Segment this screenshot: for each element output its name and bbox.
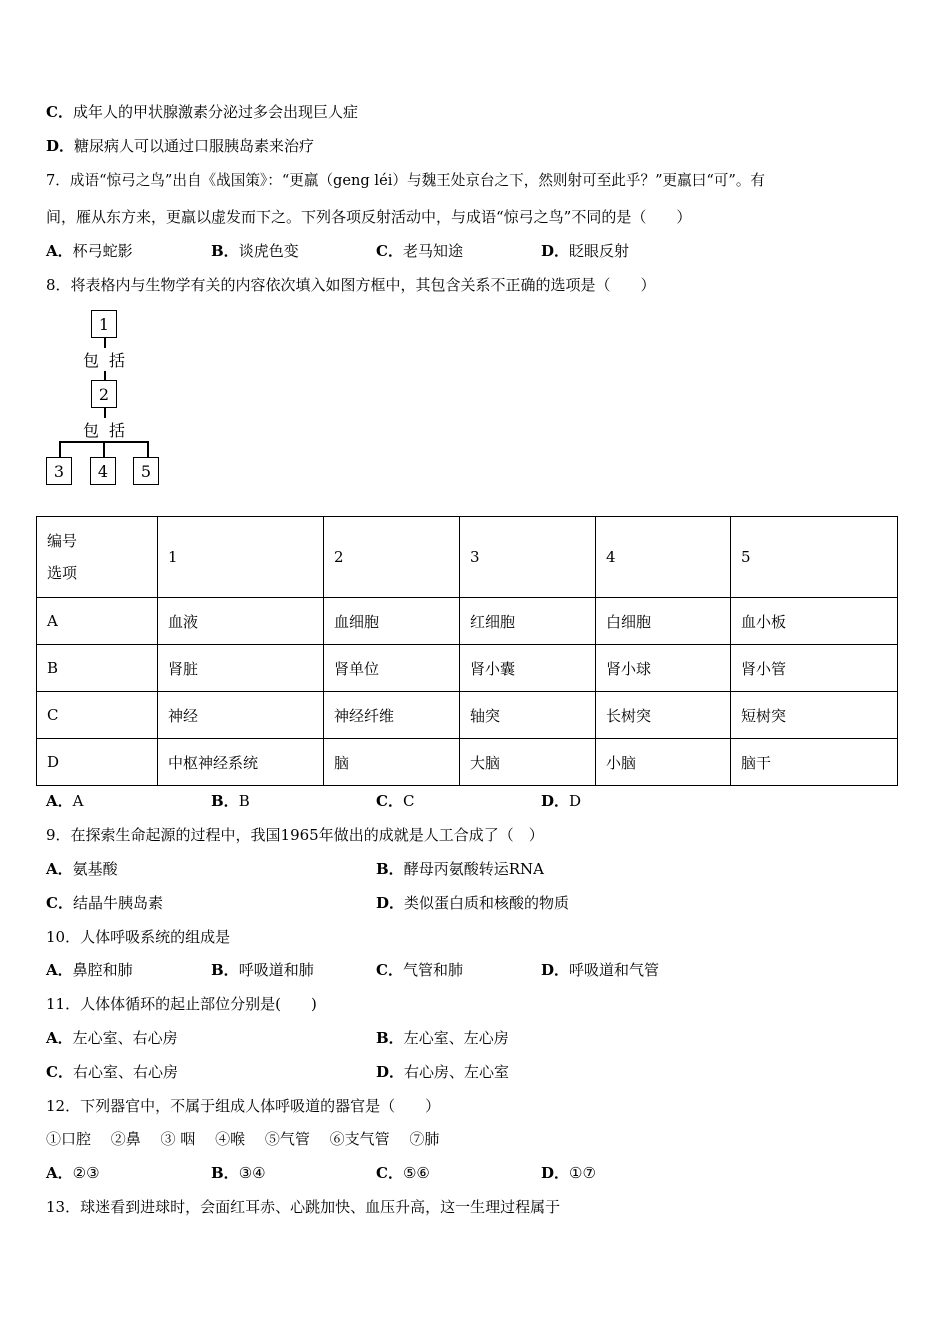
option-text: ③④ — [238, 1164, 266, 1182]
option-text: 左心室、左心房 — [403, 1029, 509, 1047]
q9-option-c — [46, 893, 163, 913]
table-cell: 血小板 — [731, 598, 898, 645]
option-text: 鼻腔和肺 — [72, 961, 133, 979]
option-text: 结晶牛胰岛素 — [72, 894, 163, 912]
table-header-row — [37, 517, 898, 598]
q8-stem: 8．将表格内与生物学有关的内容依次填入如图方框中，其包含关系不正确的选项是（ ） — [46, 276, 656, 294]
table-cell: 红细胞 — [460, 598, 596, 645]
option-label: A． — [46, 860, 73, 878]
header-cell: 4 — [596, 517, 731, 598]
diagram-connector — [59, 441, 61, 457]
q6-option-c — [46, 102, 358, 122]
option-text: ②③ — [72, 1164, 100, 1182]
q7-option-b — [211, 241, 299, 261]
option-label: D． — [541, 792, 570, 810]
option-text: D — [569, 792, 582, 810]
q10-stem: 10．人体呼吸系统的组成是 — [46, 928, 231, 946]
option-label: B． — [211, 961, 239, 979]
option-text: B — [238, 792, 250, 810]
q12-option-c — [376, 1163, 430, 1183]
row-key-cell: A — [37, 598, 158, 645]
table-cell: 肾小囊 — [460, 645, 596, 692]
option-text: 类似蛋白质和核酸的物质 — [404, 894, 570, 912]
diagram-relation-2: 包括 — [83, 418, 135, 441]
q8-option-a — [46, 791, 83, 811]
q7-stem-line1: 7．成语“惊弓之鸟”出自《战国策》：“更羸（geng léi）与魏王处京台之下，然则射可至此乎？”更羸曰“可”。有 — [46, 172, 766, 189]
header-option-label: 选项 — [47, 564, 78, 582]
q12-option-b — [211, 1163, 266, 1183]
option-label: A． — [46, 242, 73, 260]
header-cell: 2 — [324, 517, 460, 598]
table-cell: 肾小管 — [731, 645, 898, 692]
header-cell: 1 — [158, 517, 324, 598]
q11-option-b — [376, 1028, 509, 1048]
q9-option-b — [376, 859, 544, 879]
option-label: D． — [541, 1164, 570, 1182]
diagram-box-5: 5 — [133, 457, 159, 485]
table-cell: 小脑 — [596, 739, 731, 786]
option-text: A — [72, 792, 84, 810]
table-cell: 短树突 — [731, 692, 898, 739]
option-label: D． — [376, 1063, 405, 1081]
option-text: 成年人的甲状腺激素分泌过多会出现巨人症 — [72, 103, 358, 121]
option-label: C． — [46, 1063, 73, 1081]
q12-option-d — [541, 1163, 596, 1183]
diagram-box-1: 1 — [91, 310, 117, 338]
q7-stem-line2: 间，雁从东方来，更羸以虚发而下之。下列各项反射活动中，与成语“惊弓之鸟”不同的是（ ） — [46, 208, 692, 226]
q11-option-c — [46, 1062, 178, 1082]
table-cell: 轴突 — [460, 692, 596, 739]
option-label: B． — [376, 860, 404, 878]
option-label: B． — [376, 1029, 404, 1047]
q11-option-a — [46, 1028, 178, 1048]
option-label: B． — [211, 1164, 239, 1182]
q11-option-d — [376, 1062, 509, 1082]
q6-option-d — [46, 136, 314, 156]
table-cell: 脑 — [324, 739, 460, 786]
table-row — [37, 645, 898, 692]
row-key-cell: B — [37, 645, 158, 692]
option-text: ①⑦ — [569, 1164, 596, 1182]
option-label: A． — [46, 1164, 73, 1182]
option-text: C — [402, 792, 415, 810]
option-text: 左心室、右心房 — [72, 1029, 178, 1047]
option-label: B． — [211, 792, 239, 810]
option-label: A． — [46, 961, 73, 979]
option-text: ⑤⑥ — [402, 1164, 430, 1182]
option-label: C． — [46, 103, 73, 121]
q8-option-b — [211, 791, 250, 811]
table-cell: 大脑 — [460, 739, 596, 786]
option-label: D． — [46, 137, 75, 155]
option-text: 氨基酸 — [72, 860, 118, 878]
header-cell-corner — [37, 517, 158, 598]
diagram-box-2: 2 — [91, 380, 117, 408]
option-label: C． — [376, 792, 403, 810]
q13-stem: 13．球迷看到进球时，会面红耳赤、心跳加快、血压升高，这一生理过程属于 — [46, 1198, 561, 1216]
option-label: B． — [211, 242, 239, 260]
table-cell: 中枢神经系统 — [158, 739, 324, 786]
q9-stem: 9．在探索生命起源的过程中，我国1965年做出的成就是人工合成了（ ） — [46, 826, 544, 844]
diagram-relation-1: 包括 — [83, 348, 135, 371]
option-text: 老马知途 — [402, 242, 463, 260]
header-cell: 3 — [460, 517, 596, 598]
diagram-connector — [103, 441, 105, 457]
table-cell: 肾单位 — [324, 645, 460, 692]
option-label: C． — [376, 1164, 403, 1182]
q12-stem: 12．下列器官中，不属于组成人体呼吸道的器官是（ ） — [46, 1097, 441, 1115]
q7-option-c — [376, 241, 463, 261]
diagram-connector — [147, 441, 149, 457]
option-label: D． — [541, 242, 570, 260]
option-text: 谈虎色变 — [238, 242, 299, 260]
option-label: C． — [46, 894, 73, 912]
header-cell: 5 — [731, 517, 898, 598]
q10-option-c — [376, 960, 463, 980]
table-cell: 血细胞 — [324, 598, 460, 645]
q8-option-c — [376, 791, 414, 811]
header-number-label: 编号 — [47, 532, 78, 550]
option-text: 呼吸道和气管 — [569, 961, 660, 979]
table-cell: 神经纤维 — [324, 692, 460, 739]
table-row — [37, 739, 898, 786]
q10-option-b — [211, 960, 314, 980]
q11-stem: 11．人体体循环的起止部位分别是( ) — [46, 995, 317, 1013]
q8-option-d — [541, 791, 581, 811]
q7-option-a — [46, 241, 133, 261]
table-cell: 脑干 — [731, 739, 898, 786]
option-label: D． — [376, 894, 405, 912]
option-text: 气管和肺 — [402, 961, 463, 979]
table-cell: 肾小球 — [596, 645, 731, 692]
q9-option-d — [376, 893, 569, 913]
option-label: A． — [46, 1029, 73, 1047]
option-label: D． — [541, 961, 570, 979]
option-text: 杯弓蛇影 — [72, 242, 133, 260]
table-row — [37, 598, 898, 645]
row-key-cell: D — [37, 739, 158, 786]
table-row — [37, 692, 898, 739]
diagram-box-4: 4 — [90, 457, 116, 485]
q10-option-a — [46, 960, 133, 980]
table-cell: 血液 — [158, 598, 324, 645]
option-text: 呼吸道和肺 — [238, 961, 314, 979]
option-label: C． — [376, 961, 403, 979]
table-cell: 白细胞 — [596, 598, 731, 645]
diagram-box-3: 3 — [46, 457, 72, 485]
row-key-cell: C — [37, 692, 158, 739]
q7-option-d — [541, 241, 629, 261]
option-label: A． — [46, 792, 73, 810]
table-cell: 肾脏 — [158, 645, 324, 692]
option-text: 酵母丙氨酸转运RNA — [403, 860, 544, 878]
table-cell: 长树突 — [596, 692, 731, 739]
option-text: 糖尿病人可以通过口服胰岛素来治疗 — [74, 137, 315, 155]
q10-option-d — [541, 960, 659, 980]
options-table — [36, 516, 898, 786]
table-cell: 神经 — [158, 692, 324, 739]
q9-option-a — [46, 859, 118, 879]
option-text: 右心房、左心室 — [404, 1063, 510, 1081]
q12-items: ①口腔 ②鼻 ③ 咽 ④喉 ⑤气管 ⑥支气管 ⑦肺 — [46, 1130, 440, 1148]
q12-option-a — [46, 1163, 100, 1183]
option-text: 右心室、右心房 — [72, 1063, 178, 1081]
option-label: C． — [376, 242, 403, 260]
option-text: 眨眼反射 — [569, 242, 630, 260]
